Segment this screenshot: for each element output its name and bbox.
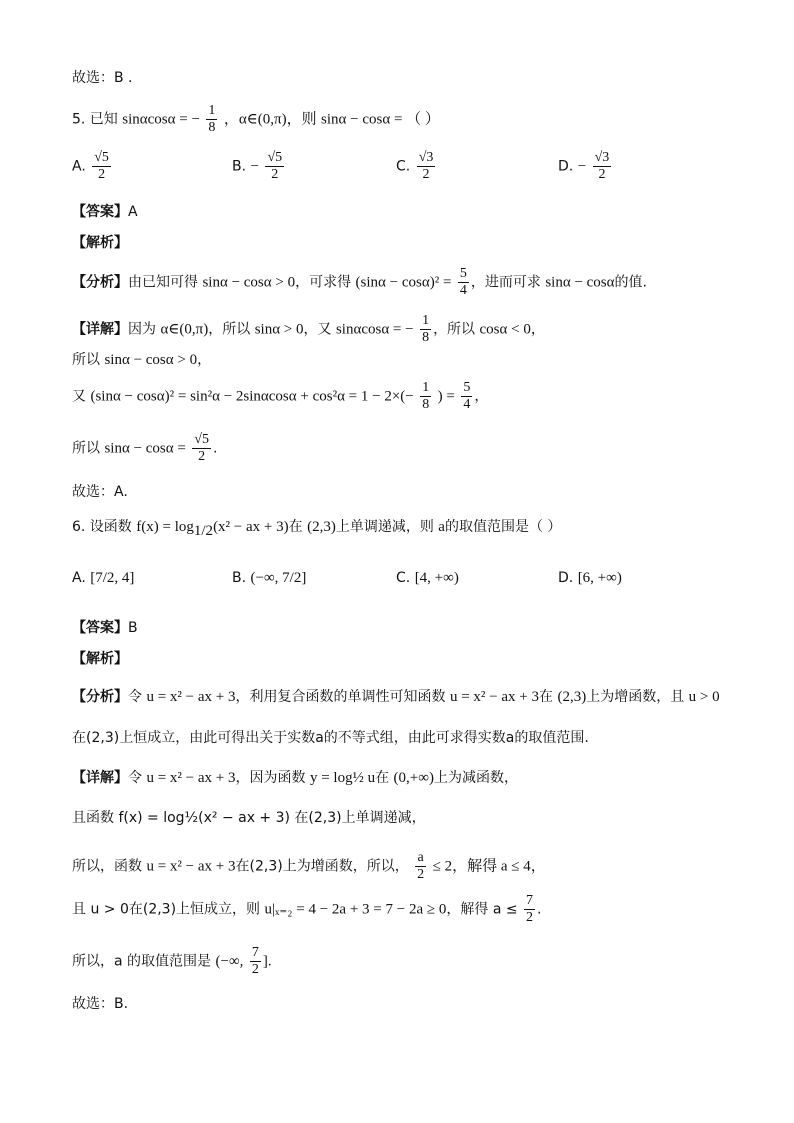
fraction	[415, 850, 426, 883]
text: 上单调递减，则	[335, 519, 434, 535]
q5-expr1: sinαcosα = −	[122, 111, 200, 128]
frac-den: 2	[198, 449, 206, 464]
text: 上为减函数，	[433, 770, 518, 786]
q5-fraction	[206, 103, 217, 136]
text: 令	[128, 770, 142, 786]
q6-fenxi-line2: 在(2,3)上恒成立，由此可得出关于实数a的不等式组，由此可求得实数a的取值范围.	[72, 730, 589, 746]
option-letter: B.	[232, 158, 247, 175]
xiangjie-label: 【详解】	[72, 321, 128, 338]
text: .	[537, 901, 542, 918]
fraction	[420, 313, 431, 346]
option-letter: D.	[558, 570, 574, 586]
math: u = x² − ax + 3	[146, 689, 236, 705]
fenxi-label: 【分析】	[72, 274, 128, 291]
q6-xiangjie	[72, 768, 518, 788]
xiangjie-label: 【详解】	[72, 770, 128, 786]
q5-answer	[72, 202, 138, 222]
q5-fenxi	[72, 266, 647, 299]
math: sinα − cosα > 0	[202, 274, 296, 291]
math: α∈(0,π)	[160, 321, 209, 338]
option-fraction	[593, 150, 612, 183]
q5-option-a	[72, 150, 113, 183]
math: u = x² − ax + 3	[449, 689, 539, 705]
text: 又	[72, 388, 86, 405]
frac-den: 8	[422, 330, 430, 345]
math: (sinα − cosα)² =	[355, 274, 452, 291]
text: 在	[375, 770, 390, 786]
fenxi-label: 【分析】	[72, 689, 128, 705]
math: sinα − cosα > 0	[104, 352, 198, 368]
option-letter: A.	[72, 158, 86, 175]
q5-expr3: sinα − cosα = （ ）	[321, 111, 440, 128]
answer-value: B	[128, 620, 138, 636]
answer-value: A	[128, 204, 138, 220]
text: ，	[474, 388, 489, 405]
q5-final: 故选：A.	[72, 484, 128, 500]
frac-num: √5	[194, 432, 209, 447]
q6-fenxi	[72, 687, 720, 707]
q6-option-d	[558, 570, 622, 587]
frac-num: a	[415, 850, 426, 867]
frac-num: 5	[463, 380, 471, 395]
q5-expr2: ，α∈(0,π)，则	[223, 111, 317, 128]
frac-num: √3	[594, 150, 610, 165]
q6-option-b	[232, 570, 306, 587]
q5-option-c	[396, 150, 437, 183]
q5-line4	[72, 432, 217, 465]
fraction	[461, 380, 472, 413]
math: ) =	[437, 388, 455, 405]
math: y = log½ u	[309, 770, 376, 786]
frac-den: 8	[422, 397, 430, 412]
frac-num: 5	[459, 266, 467, 281]
fraction	[420, 380, 431, 413]
option-letter: A.	[72, 570, 86, 586]
option-text: (−∞, 7/2]	[250, 570, 307, 586]
frac-num: 1	[422, 313, 430, 328]
math: sinαcosα = −	[335, 321, 414, 338]
q5-line3	[72, 380, 488, 413]
text: 的取值范围是（ ）	[444, 519, 562, 535]
frac-num: √3	[418, 150, 434, 165]
math: (0,+∞)	[393, 770, 434, 786]
option-letter: C.	[396, 158, 411, 175]
frac-num: 7	[526, 893, 534, 908]
q5-option-d	[558, 150, 613, 183]
frac-num: √5	[267, 150, 283, 165]
q6-answer	[72, 618, 138, 638]
text: ，又	[303, 321, 332, 338]
math: sinα − cosα	[545, 274, 615, 291]
q5-option-b	[232, 150, 286, 183]
q6-analysis-label	[72, 649, 128, 669]
math: (2,3)	[557, 689, 587, 705]
q5-stem	[72, 103, 440, 136]
log-base: 1/2	[193, 522, 214, 539]
math: ].	[262, 953, 272, 970]
fraction	[524, 893, 535, 926]
text: ，	[197, 352, 212, 368]
option-letter: C.	[396, 570, 411, 586]
text: ，可求得	[295, 274, 352, 291]
text: 在	[539, 689, 553, 705]
q6-line4	[72, 893, 542, 926]
frac-num: 7	[251, 945, 259, 960]
text: 在	[288, 519, 303, 535]
analysis-label: 【解析】	[72, 235, 128, 251]
option-text: [4, +∞)	[414, 570, 459, 586]
analysis-label: 【解析】	[72, 651, 128, 667]
q6-line5	[72, 945, 272, 978]
frac-den: 2	[598, 167, 606, 182]
option-sign: −	[577, 158, 587, 175]
text: ，	[530, 321, 545, 338]
text: 所以，函数	[72, 858, 142, 875]
q5-frac-den: 8	[208, 120, 216, 135]
text: ，所以	[433, 321, 476, 338]
text: 由已知可得	[128, 274, 198, 291]
option-letter: D.	[558, 158, 574, 175]
text: 因为	[128, 321, 156, 338]
q6-stem	[72, 517, 561, 541]
math: (x² − ax + 3)	[213, 519, 289, 535]
frac-den: 4	[463, 397, 471, 412]
frac-den: 2	[98, 167, 106, 182]
option-fraction	[265, 150, 284, 183]
q6-option-a	[72, 570, 134, 587]
text: 所以	[72, 440, 100, 457]
q6-line3	[72, 850, 546, 883]
math: ≤ 2，解得 a ≤ 4，	[432, 858, 546, 875]
math: (sinα − cosα)² = sin²α − 2sinαcosα + cos²α = 1 − 2×(−	[90, 388, 414, 405]
math: a	[438, 519, 445, 535]
text: ，利用复合函数的单调性可知函数	[235, 689, 446, 705]
option-sign: −	[250, 158, 259, 175]
q5-xiangjie	[72, 313, 545, 346]
text: ，所以	[208, 321, 251, 338]
option-text: [7/2, 4]	[90, 570, 135, 586]
answer-label: 【答案】	[72, 204, 128, 220]
text: ，解得 a ≤	[446, 901, 518, 918]
frac-den: 2	[251, 962, 259, 977]
math: sinα − cosα =	[104, 440, 186, 457]
option-fraction	[417, 150, 436, 183]
frac-den: 4	[459, 283, 467, 298]
math: sinα > 0	[254, 321, 304, 338]
previous-answer: 故选：B .	[72, 70, 133, 86]
text: 的值.	[614, 274, 647, 291]
fraction	[250, 945, 261, 978]
math: (−∞,	[215, 953, 244, 970]
text: 令	[128, 689, 142, 705]
math: u|ₓ₌₂ = 4 − 2a + 3 = 7 − 2a ≥ 0	[264, 901, 447, 918]
math: u > 0	[688, 689, 720, 705]
q6-option-c	[396, 570, 459, 587]
text: ，进而可求	[470, 274, 541, 291]
text: 上为增函数，且	[586, 689, 685, 705]
frac-den: 2	[417, 867, 425, 882]
q6-final: 故选：B.	[72, 996, 129, 1012]
option-letter: B.	[232, 570, 247, 586]
q6-number: 6. 设函数	[72, 519, 132, 535]
answer-label: 【答案】	[72, 620, 128, 636]
q5-analysis-label	[72, 233, 128, 253]
frac-num: √5	[94, 150, 109, 165]
q5-frac-num: 1	[208, 103, 216, 118]
text: 所以	[72, 352, 100, 368]
frac-num: 1	[422, 380, 430, 395]
frac-den: 2	[526, 910, 534, 925]
fraction	[192, 432, 211, 465]
option-text: [6, +∞)	[577, 570, 622, 586]
math: cosα < 0	[479, 321, 531, 338]
q5-line2	[72, 350, 211, 370]
math: f(x) = log	[136, 519, 194, 535]
frac-den: 2	[422, 167, 430, 182]
text: ，因为函数	[235, 770, 306, 786]
option-fraction	[92, 150, 111, 183]
math: u = x² − ax + 3	[146, 770, 236, 786]
frac-den: 2	[271, 167, 279, 182]
text: 且 u > 0在(2,3)上恒成立，则	[72, 901, 261, 918]
math: u = x² − ax + 3	[146, 858, 236, 875]
text: .	[212, 440, 218, 457]
text: 所以，a 的取值范围是	[72, 953, 212, 970]
q5-number: 5. 已知	[72, 111, 118, 128]
fraction	[458, 266, 469, 299]
math: (2,3)	[307, 519, 336, 535]
text: 在(2,3)上为增函数，所以，	[235, 858, 409, 875]
q6-line2: 且函数 f(x) = log½(x² − ax + 3) 在(2,3)上单调递减，	[72, 810, 426, 826]
